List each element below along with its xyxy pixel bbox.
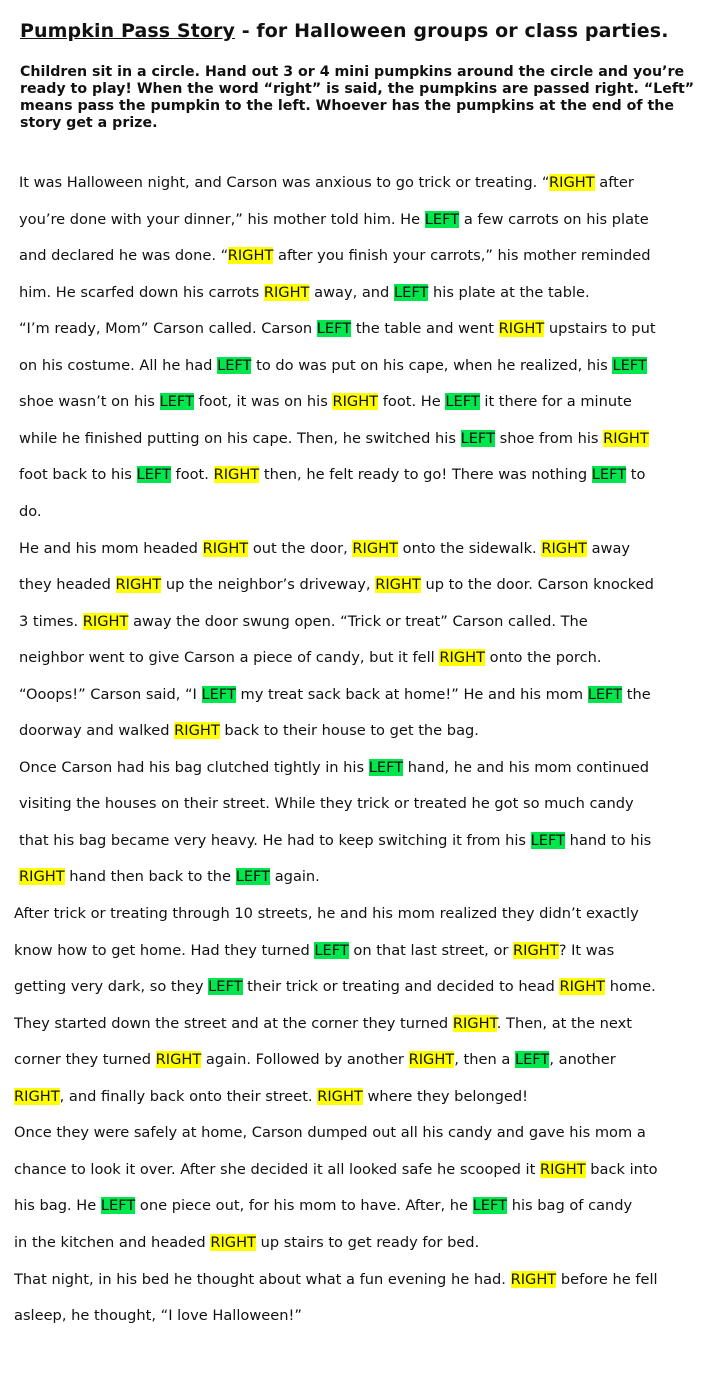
story-line (19, 794, 634, 814)
story-text: back into (585, 1160, 658, 1178)
word-right-highlight: RIGHT (317, 1087, 363, 1105)
story-text: “I’m ready, Mom” Carson called. Carson (19, 320, 317, 338)
story-text: . Then, at the next (496, 1014, 632, 1032)
story-text: they headed (19, 576, 116, 594)
word-left-highlight: LEFT (393, 283, 429, 301)
word-right-highlight: RIGHT (202, 539, 249, 557)
word-right-highlight: RIGHT (408, 1051, 455, 1069)
story-text: It was Halloween night, and Carson was anxious to go trick or treating. “ (19, 174, 549, 191)
word-left-highlight: LEFT (208, 978, 243, 996)
story-line (19, 685, 651, 705)
story-line (19, 831, 651, 851)
story-text: He and his mom headed (19, 539, 203, 557)
instructions: Children sit in a circle. Hand out 3 or 4 mini pumpkins around the circle and you’re ready to play! When the word “right” is said, the pumpkins are passed right. “Left” means pass the pumpkin to the left. Whoever has the pumpkins at the end of the story get a prize. (20, 64, 695, 131)
story-text: foot, it was on his (193, 393, 333, 411)
story-text: then, he felt ready to go! There was nothing (259, 466, 592, 484)
story-line (19, 539, 630, 559)
story-line (14, 1050, 616, 1070)
word-left-highlight: LEFT (472, 1197, 508, 1215)
story-text: to do was put on his cape, when he realized, his (251, 356, 613, 374)
story-text: After trick or treating through 10 streets, he and his mom realized they didn’t exactly (14, 905, 639, 922)
story-text: chance to look it over. After she decided it all looked safe he scooped it (14, 1160, 540, 1178)
word-right-highlight: RIGHT (19, 868, 65, 886)
word-right-highlight: RIGHT (549, 174, 595, 191)
page-title (20, 20, 669, 42)
story-line (14, 1196, 632, 1216)
story-text: up the neighbor’s driveway, (161, 576, 376, 594)
word-left-highlight: LEFT (587, 685, 623, 703)
story-text: the (622, 685, 651, 703)
story-text: a few carrots on his plate (459, 210, 649, 228)
story-text: hand to his (565, 831, 652, 849)
story-text: home. (605, 978, 656, 996)
story-text: again. (270, 868, 320, 886)
story-text: away the door swung open. “Trick or treat” Carson called. The (128, 612, 588, 630)
story-line (19, 356, 647, 376)
story-line (19, 283, 590, 303)
story-line (19, 210, 649, 230)
word-right-highlight: RIGHT (82, 612, 129, 630)
story-text: foot. (170, 466, 214, 484)
story-text: upstairs to put (544, 320, 656, 338)
story-text: up to the door. Carson knocked (420, 576, 654, 594)
word-right-highlight: RIGHT (539, 1160, 586, 1178)
word-left-highlight: LEFT (316, 320, 352, 338)
story-line (14, 904, 639, 924)
story-text: onto the sidewalk. (398, 539, 542, 557)
story-text: his bag. He (14, 1197, 101, 1215)
story-line (14, 1270, 658, 1290)
story-text: getting very dark, so they (14, 978, 209, 996)
word-right-highlight: RIGHT (452, 1014, 497, 1032)
word-right-highlight: RIGHT (498, 320, 545, 338)
story-line (14, 1014, 632, 1034)
word-left-highlight: LEFT (217, 356, 252, 374)
story-text: asleep, he thought, “I love Halloween!” (14, 1307, 302, 1325)
word-right-highlight: RIGHT (352, 539, 399, 557)
story-line (14, 941, 614, 961)
story-text: on his costume. All he had (19, 356, 218, 374)
story-text: one piece out, for his mom to have. After, he (135, 1197, 473, 1215)
story-line (14, 977, 656, 997)
story-text: to (626, 466, 646, 484)
story-text: and declared he was done. “ (19, 247, 228, 265)
word-right-highlight: RIGHT (174, 722, 220, 740)
story-text: my treat sack back at home!” He and his mom (235, 685, 588, 703)
story-text: before he fell (556, 1270, 658, 1288)
story-text: shoe wasn’t on his (19, 393, 160, 411)
story-text: again. Followed by another (201, 1051, 409, 1069)
word-right-highlight: RIGHT (439, 649, 485, 667)
word-left-highlight: LEFT (235, 868, 271, 886)
story-line (19, 502, 42, 522)
word-left-highlight: LEFT (591, 466, 627, 484)
story-text: the table and went (351, 320, 499, 338)
word-right-highlight: RIGHT (559, 978, 606, 996)
story-line (19, 319, 656, 339)
story-text: while he finished putting on his cape. Then, he switched his (19, 429, 461, 447)
word-left-highlight: LEFT (445, 393, 480, 411)
story-line (19, 246, 651, 266)
story-text: 3 times. (19, 612, 83, 630)
word-right-highlight: RIGHT (155, 1051, 202, 1069)
story-text: his bag of candy (507, 1197, 633, 1215)
story-text: They started down the street and at the corner they turned (14, 1014, 453, 1032)
story-line (19, 758, 649, 778)
word-right-highlight: RIGHT (513, 941, 559, 959)
word-left-highlight: LEFT (368, 758, 404, 776)
title-underlined: Pumpkin Pass Story (20, 20, 235, 42)
story-text: onto the porch. (485, 649, 602, 667)
story-text: shoe from his (494, 429, 604, 447)
title-rest: - for Halloween groups or class parties. (234, 20, 669, 42)
word-right-highlight: RIGHT (541, 539, 587, 557)
story-text: that his bag became very heavy. He had to keep switching it from his (19, 831, 531, 849)
story-text: on that last street, or (348, 941, 514, 959)
word-left-highlight: LEFT (514, 1051, 550, 1069)
story-text: away, and (309, 283, 394, 301)
story-text: you’re done with your dinner,” his mother told him. He (19, 210, 425, 228)
word-right-highlight: RIGHT (213, 466, 260, 484)
story-line (19, 575, 654, 595)
story-text: it there for a minute (479, 393, 632, 411)
story-text: visiting the houses on their street. While they trick or treated he got so much candy (19, 795, 634, 813)
word-left-highlight: LEFT (460, 429, 495, 447)
story-line (19, 465, 645, 485)
story-line (14, 1233, 479, 1253)
story-text: him. He scarfed down his carrots (19, 283, 264, 301)
story-text: where they belonged! (362, 1087, 529, 1105)
story-text: “Ooops!” Carson said, “I (19, 685, 202, 703)
story-text: That night, in his bed he thought about what a fun evening he had. (14, 1270, 511, 1288)
word-left-highlight: LEFT (612, 356, 647, 374)
story-text: , then a (454, 1051, 515, 1069)
word-left-highlight: LEFT (201, 685, 236, 703)
word-left-highlight: LEFT (136, 466, 171, 484)
story-line (19, 648, 601, 668)
story-text: hand then back to the (64, 868, 236, 886)
story-text: in the kitchen and headed (14, 1233, 211, 1251)
story-text: after (594, 174, 634, 191)
story-text: away (586, 539, 631, 557)
story-line (19, 429, 649, 449)
story-text: Once Carson had his bag clutched tightly in his (19, 758, 369, 776)
word-right-highlight: RIGHT (227, 247, 274, 265)
story-text: foot. He (378, 393, 446, 411)
story-text: their trick or treating and decided to head (242, 978, 560, 996)
story-line (14, 1160, 658, 1180)
story-line (19, 612, 588, 632)
story-text: out the door, (248, 539, 353, 557)
story-line (14, 1087, 528, 1107)
word-right-highlight: RIGHT (263, 283, 310, 301)
story-line (19, 721, 479, 741)
word-left-highlight: LEFT (314, 941, 349, 959)
story-text: , and finally back onto their street. (59, 1087, 318, 1105)
word-right-highlight: RIGHT (332, 393, 379, 411)
word-right-highlight: RIGHT (603, 429, 649, 447)
story-line (14, 1123, 646, 1143)
story-text: , another (549, 1051, 616, 1069)
story-text: Once they were safely at home, Carson dumped out all his candy and gave his mom a (14, 1124, 646, 1142)
story-text: foot back to his (19, 466, 137, 484)
story-text: do. (19, 502, 42, 520)
story-text: ? It was (558, 941, 615, 959)
story-text: back to their house to get the bag. (219, 722, 479, 740)
story-text: up stairs to get ready for bed. (255, 1233, 480, 1251)
word-left-highlight: LEFT (530, 831, 566, 849)
word-right-highlight: RIGHT (375, 576, 421, 594)
word-right-highlight: RIGHT (115, 576, 162, 594)
word-left-highlight: LEFT (424, 210, 460, 228)
story-text: neighbor went to give Carson a piece of candy, but it fell (19, 649, 440, 667)
story-text: doorway and walked (19, 722, 175, 740)
story-line (19, 173, 634, 193)
story-text: know how to get home. Had they turned (14, 941, 315, 959)
story-text: hand, he and his mom continued (403, 758, 649, 776)
story-line (19, 392, 632, 412)
word-right-highlight: RIGHT (510, 1270, 557, 1288)
word-left-highlight: LEFT (100, 1197, 136, 1215)
story-line (14, 1306, 302, 1326)
word-right-highlight: RIGHT (210, 1233, 256, 1251)
word-left-highlight: LEFT (159, 393, 194, 411)
story-text: his plate at the table. (428, 283, 590, 301)
word-right-highlight: RIGHT (14, 1087, 60, 1105)
story-text: after you finish your carrots,” his mother reminded (273, 247, 651, 265)
story-line (19, 867, 320, 887)
story-text: corner they turned (14, 1051, 156, 1069)
